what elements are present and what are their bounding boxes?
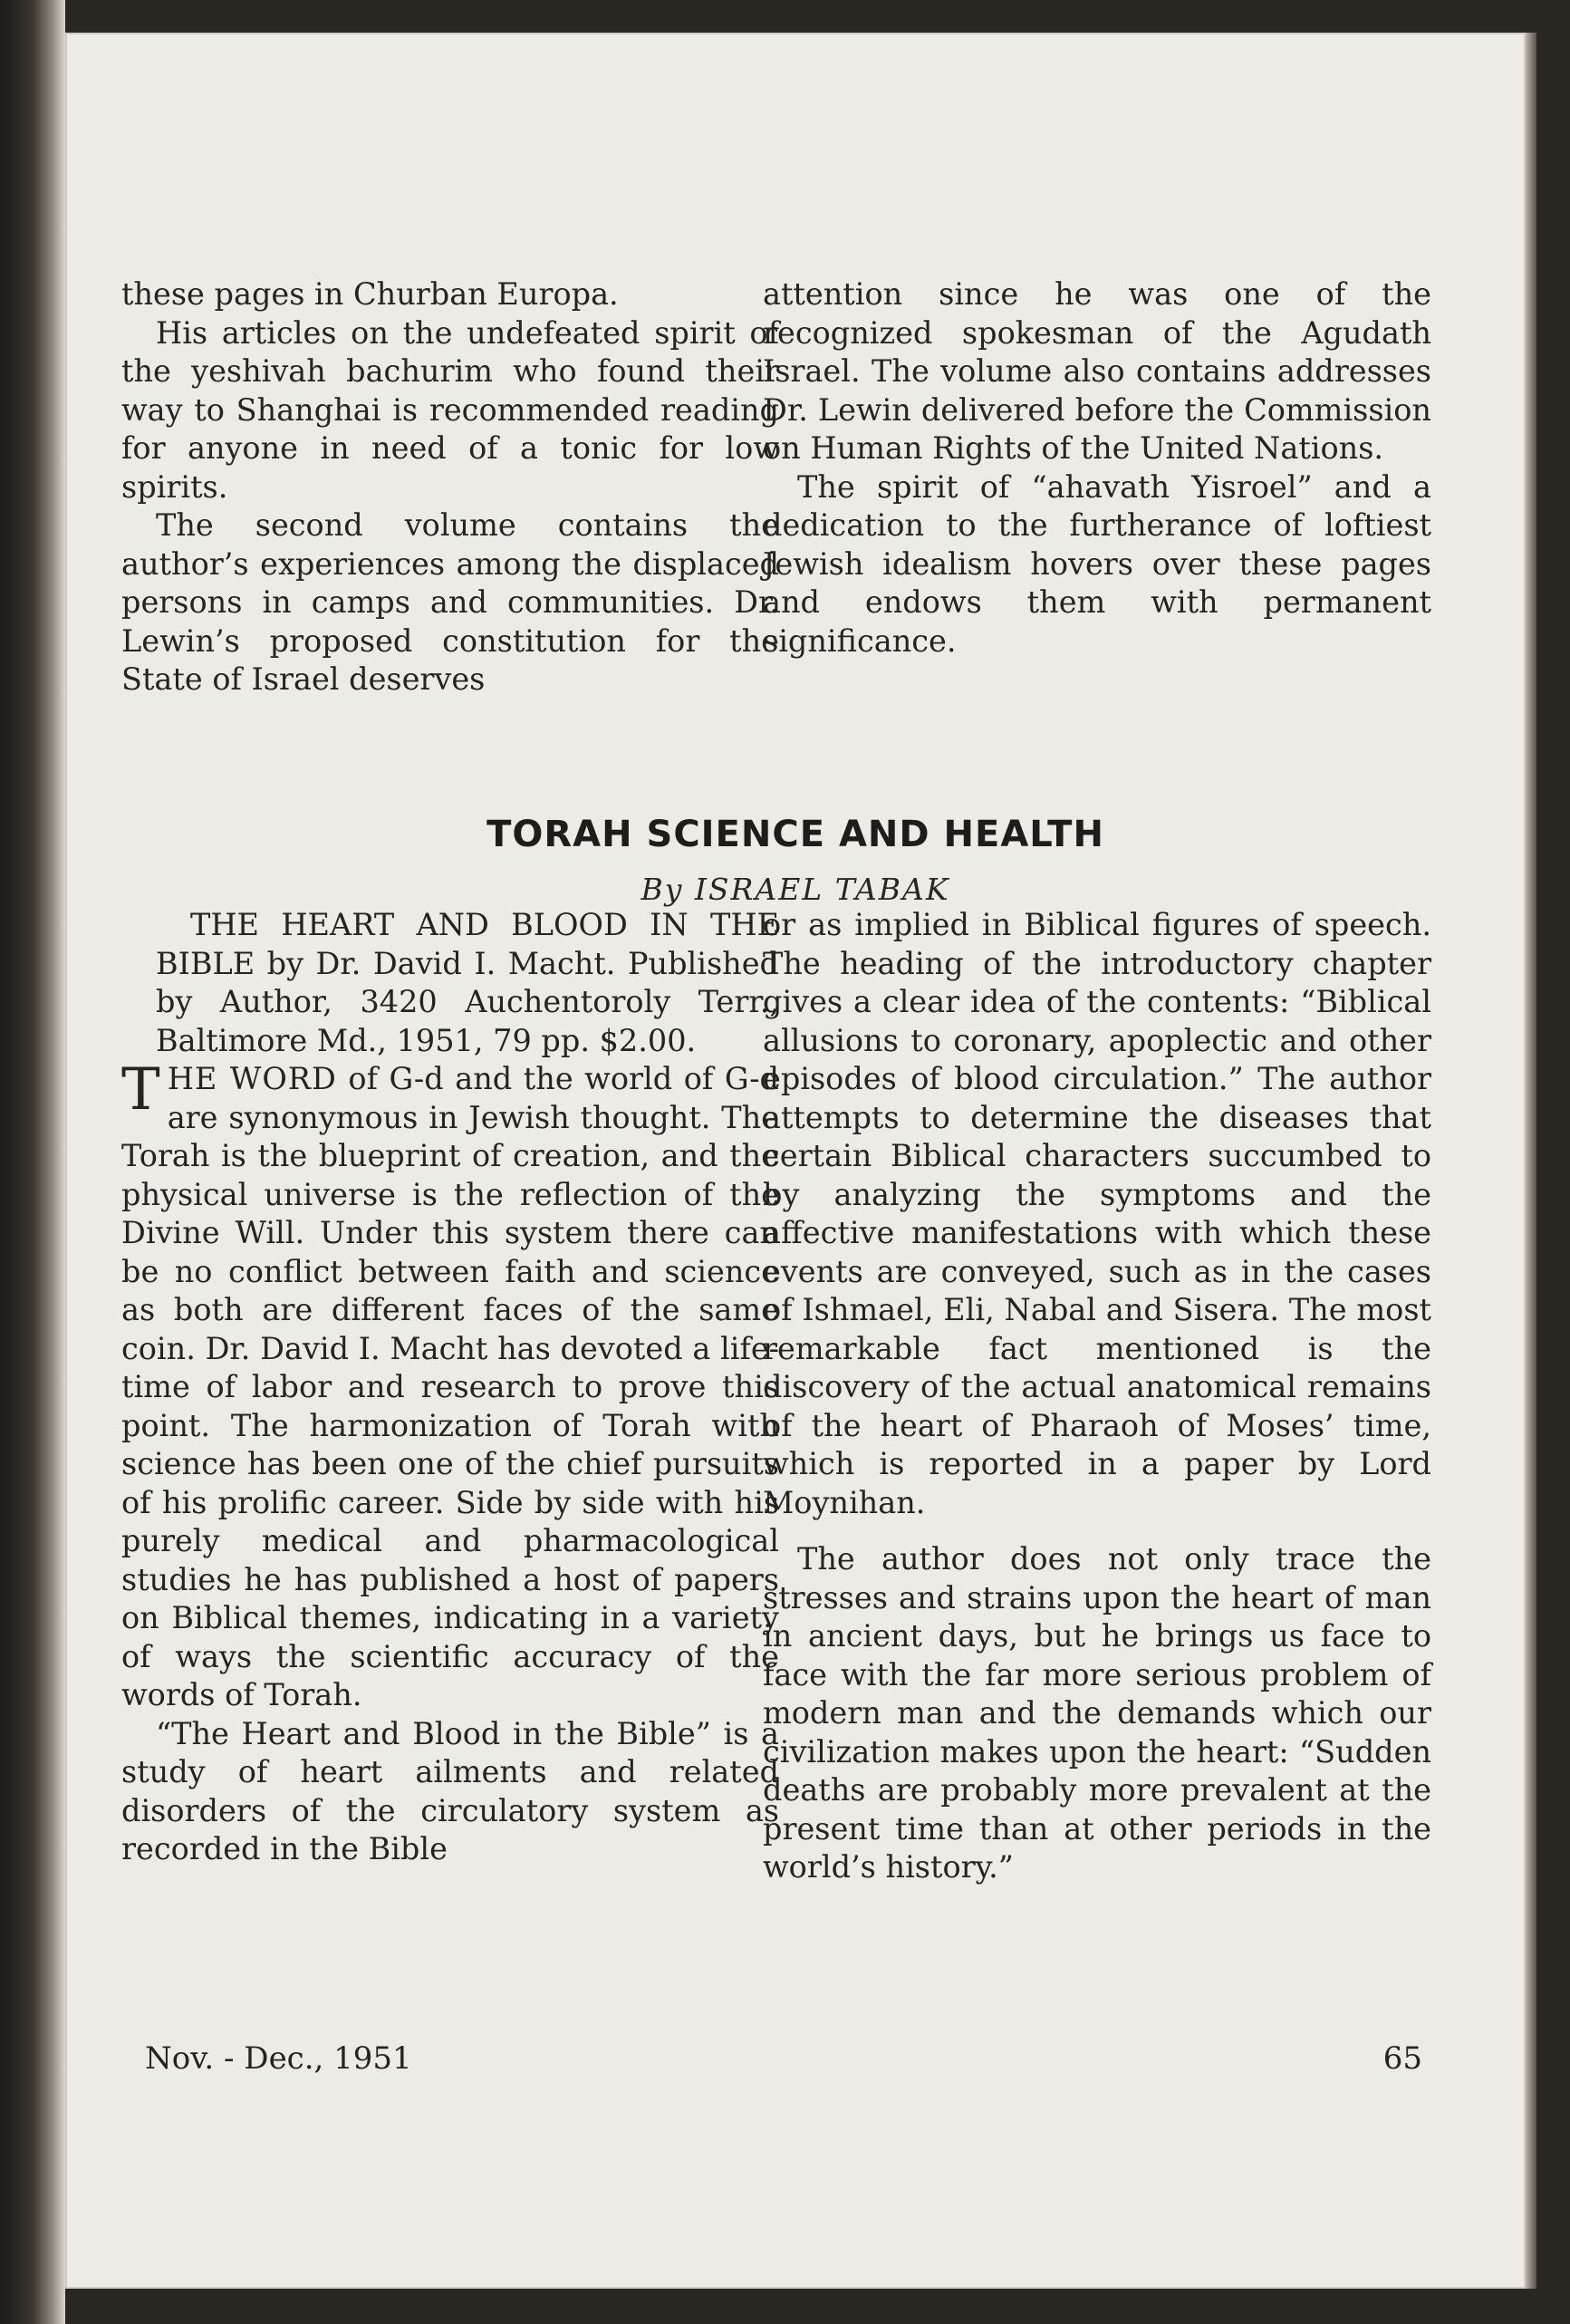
review-paragraph-1-text: of G-d and the world of G-d are synonymous in Jewish thought. The Torah is the blueprint of creation, and the physical universe is the reflection of the Divine Will. Under this system there can be no conflict between faith and science as both are different faces of the same coin. Dr. David I. Macht has devoted a life-time of labor and research to prove this point. The harmonization of Torah with science has been one of the chief pursuits of his prolific career. Side by side with his purely medical and pharmacological studies he has published a host of papers on Biblical themes, indicating in a variety of ways the scientific accuracy of the words of Torah.: [121, 1061, 780, 1712]
book-spine-shadow: [0, 0, 65, 2324]
paragraph: these pages in Churban Europa.: [121, 276, 619, 312]
issue-date: Nov. - Dec., 1951: [145, 2040, 412, 2077]
top-right-column: [763, 275, 1431, 661]
lead-in-caps: HE WORD: [167, 1061, 337, 1096]
review-paragraph-2: “The Heart and Blood in the Bible” is a study of heart ailments and related disorders of the circulatory system as recorded in the Bible: [121, 1715, 779, 1866]
paragraph: The second volume contains the author’s experiences among the displaced persons in camps and communities. Dr. Lewin’s proposed constitution for the State of Israel deserves: [121, 507, 779, 697]
book-reference: THE HEART AND BLOOD IN THE BIBLE by Dr. David I. Macht. Published by Author, 3420 Auchentoroly Terr., Baltimore Md., 1951, 79 pp. $2.00.: [156, 907, 779, 1058]
review-left-column: [121, 906, 779, 1869]
review-paragraph-1: [121, 1056, 780, 1715]
page-number: 65: [1382, 2040, 1422, 2077]
magazine-page: [65, 33, 1526, 2289]
page-edge-shadow: [1526, 33, 1536, 2289]
review-paragraph-4: The author does not only trace the stresses and strains upon the heart of man in ancient days, but he brings us face to face with the far more serious problem of modern man and the demands which our civilization makes upon the heart: “Sudden deaths are probably more prevalent at the present time than at other periods in the world’s history.”: [763, 1541, 1431, 1885]
review-right-column: [763, 906, 1431, 1887]
paragraph: attention since he was one of the recognized spokesman of the Agudath Israel. The volume also contains addresses Dr. Lewin delivered before the Commission on Human Rights of the United Nations.: [763, 276, 1431, 466]
paragraph: His articles on the undefeated spirit of the yeshivah bachurim who found their way to Shanghai is recommended reading for anyone in need of a tonic for low spirits.: [121, 314, 779, 505]
drop-cap: T: [121, 1056, 160, 1123]
byline: By ISRAEL TABAK: [641, 872, 950, 907]
section-title: TORAH SCIENCE AND HEALTH: [486, 814, 1104, 855]
paragraph: The spirit of “ahavath Yisroel” and a dedication to the furtherance of loftiest Jewish idealism hovers over these pages and endows them with permanent significance.: [763, 468, 1431, 659]
top-left-column: [121, 275, 779, 699]
review-paragraph-3: or as implied in Biblical figures of speech. The heading of the introductory chapter gives a clear idea of the contents: “Biblical allusions to coronary, apoplectic and other episodes of blood circulation.” The author attempts to determine the diseases that certain Biblical characters succumbed to by analyzing the symptoms and the affective manifestations with which these events are conveyed, such as in the cases of Ishmael, Eli, Nabal and Sisera. The most remarkable fact mentioned is the discovery of the actual anatomical remains of the heart of Pharaoh of Moses’ time, which is reported in a paper by Lord Moynihan.: [763, 907, 1431, 1520]
